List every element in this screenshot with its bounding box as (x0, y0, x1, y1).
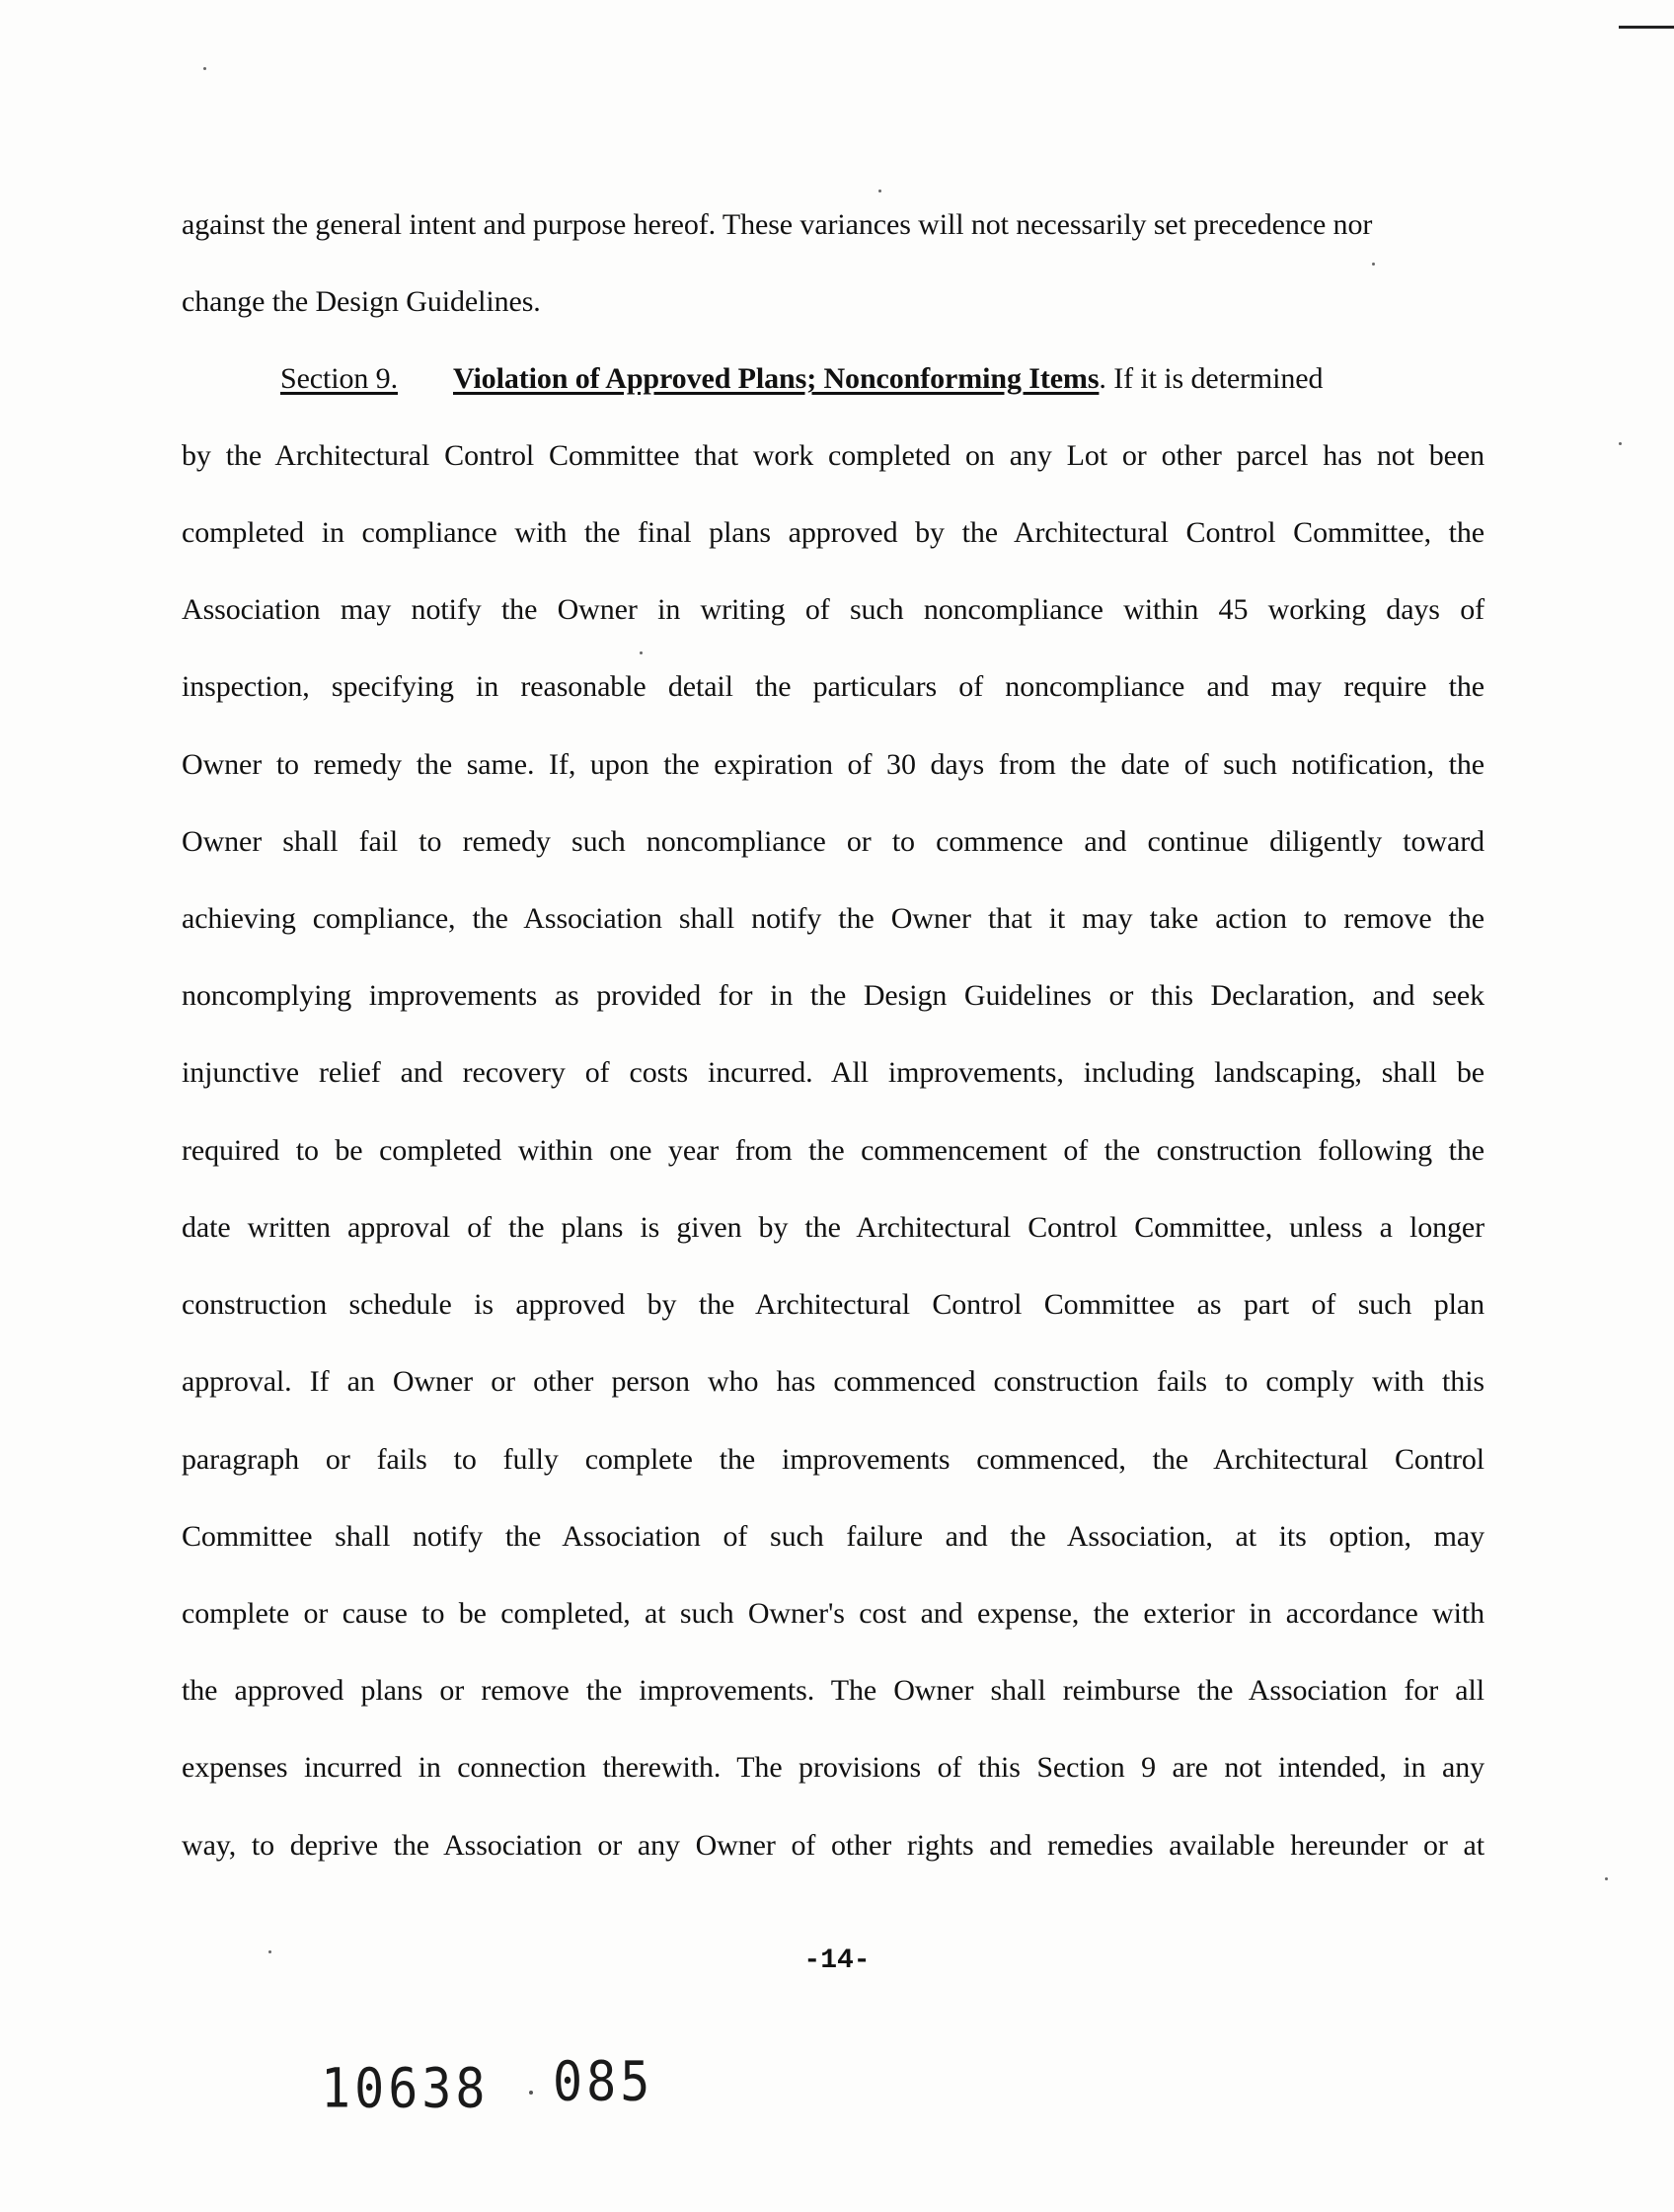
body-line: Owner shall fail to remedy such noncompliance or to commence and continue diligently toward (182, 825, 1484, 858)
scan-speck (529, 2091, 533, 2095)
section-lead-in: If it is determined (1105, 362, 1324, 395)
body-line: required to be completed within one year from the commencement of the construction following the (182, 1134, 1484, 1167)
body-line: date written approval of the plans is given by the Architectural Control Committee, unless a longer (182, 1211, 1484, 1244)
edge-mark (1619, 26, 1674, 29)
body-line: change the Design Guidelines. (182, 285, 541, 318)
body-line: approval. If an Owner or other person who has commenced construction fails to comply with this (182, 1365, 1484, 1398)
recording-book-number: 10638 (321, 2057, 490, 2120)
body-line: achieving compliance, the Association shall notify the Owner that it may take action to remove the (182, 902, 1484, 935)
body-line: way, to deprive the Association or any Owner of other rights and remedies available hereunder or at (182, 1829, 1484, 1862)
scan-speck (1372, 263, 1375, 266)
section-heading-line (182, 361, 1484, 397)
body-line: expenses incurred in connection therewith. The provisions of this Section 9 are not intended, in any (182, 1751, 1484, 1784)
section-title: Violation of Approved Plans; Nonconforming Items (453, 362, 1100, 395)
body-line: complete or cause to be completed, at such Owner's cost and expense, the exterior in accordance with (182, 1597, 1484, 1630)
scan-speck (878, 190, 881, 192)
body-line: noncomplying improvements as provided for in the Design Guidelines or this Declaration, and seek (182, 979, 1484, 1012)
body-line: against the general intent and purpose hereof. These variances will not necessarily set precedence nor (182, 208, 1373, 241)
body-line: Committee shall notify the Association of such failure and the Association, at its option, may (182, 1520, 1484, 1553)
body-line: construction schedule is approved by the Architectural Control Committee as part of such plan (182, 1288, 1484, 1321)
scan-speck (640, 651, 643, 654)
body-line: by the Architectural Control Committee that work completed on any Lot or other parcel has not been (182, 439, 1484, 472)
section-number: Section 9. (280, 362, 398, 395)
body-line: paragraph or fails to fully complete the improvements commenced, the Architectural Control (182, 1443, 1484, 1476)
body-line: Owner to remedy the same. If, upon the expiration of 30 days from the date of such notification, the (182, 748, 1484, 781)
body-line: inspection, specifying in reasonable detail the particulars of noncompliance and may require the (182, 670, 1484, 703)
recording-page-number: 085 (553, 2050, 654, 2113)
body-line: completed in compliance with the final plans approved by the Architectural Control Committee, the (182, 516, 1484, 549)
body-line: injunctive relief and recovery of costs incurred. All improvements, including landscaping, shall be (182, 1056, 1484, 1089)
scan-speck (1605, 1877, 1608, 1880)
body-line: Association may notify the Owner in writing of such noncompliance within 45 working days of (182, 593, 1484, 626)
scan-speck (203, 67, 206, 70)
scan-speck (1619, 442, 1622, 445)
page-number: -14- (803, 1945, 871, 1976)
body-line: the approved plans or remove the improvements. The Owner shall reimburse the Association for all (182, 1674, 1484, 1707)
section-title-period: . (1099, 362, 1106, 395)
